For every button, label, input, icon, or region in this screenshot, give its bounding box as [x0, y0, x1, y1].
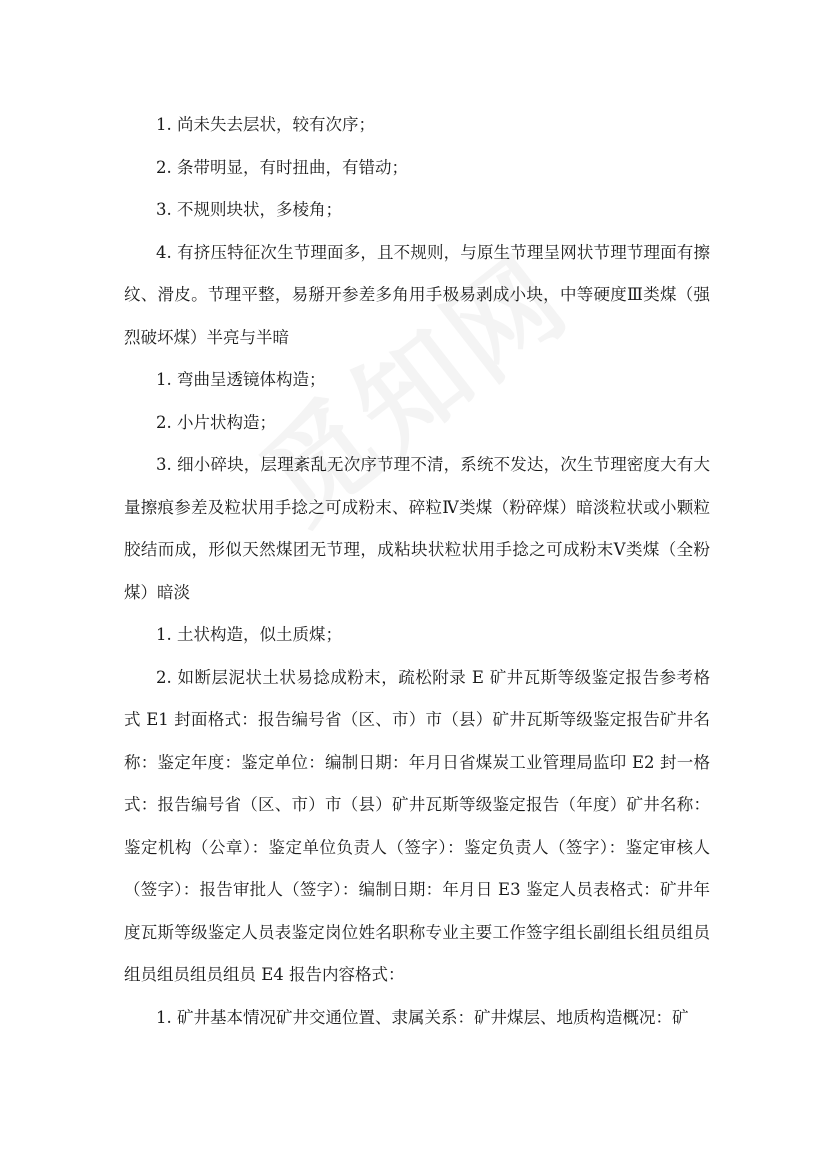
paragraph: 1. 弯曲呈透镜体构造； — [156, 370, 326, 389]
document-body — [124, 104, 710, 1039]
paragraph: 3. 不规则块状，多棱角； — [156, 200, 342, 219]
paragraph: 2. 条带明显，有时扭曲，有错动； — [156, 157, 408, 177]
paragraph: 3. 细小碎块，层理紊乱无次序节理不清，系统不发达，次生节理密度大有大量擦痕参差及粒状用手捻之可成粉末、碎粒Ⅳ类煤（粉碎煤）暗淡粒状或小颗粒胶结而成，形似天然煤团无节理，成粘块状粒状用手捻之可成粉末Ⅴ类煤（全粉煤）暗淡 — [124, 455, 710, 602]
paragraph: 4. 有挤压特征次生节理面多，且不规则，与原生节理呈网状节理节理面有擦纹、滑皮。节理平整，易掰开参差多角用手极易剥成小块，中等硬度Ⅲ类煤（强烈破坏煤）半亮与半暗 — [124, 242, 710, 347]
paragraph: 2. 如断层泥状土状易捻成粉末，疏松附录 E 矿井瓦斯等级鉴定报告参考格式 E1 封面格式：报告编号省（区、市）市（县）矿井瓦斯等级鉴定报告矿井名称：鉴定年度：鉴定单位：编制日期：年月日省煤炭工业管理局监印 E2 封一格式：报告编号省（区、市）市（县）矿井瓦斯等级鉴定报告（年度）矿井名称：鉴定机构（公章）：鉴定单位负责人（签字）：鉴定负责人（签字）：鉴定审核人（签字）：报告审批人（签字）：编制日期：年月日 E3 鉴定人员表格式：矿井年度瓦斯等级鉴定人员表鉴定岗位姓名职称专业主要工作签字组长副组长组员组员组员组员组员组员 E4 报告内容格式： — [124, 667, 710, 984]
paragraph: 1. 土状构造，似土质煤； — [156, 625, 342, 644]
paragraph: 1. 矿井基本情况矿井交通位置、隶属关系：矿井煤层、地质构造概况：矿 — [156, 1007, 689, 1027]
paragraph: 2. 小片状构造； — [156, 412, 276, 432]
paragraph: 1. 尚未失去层状，较有次序； — [156, 115, 375, 134]
